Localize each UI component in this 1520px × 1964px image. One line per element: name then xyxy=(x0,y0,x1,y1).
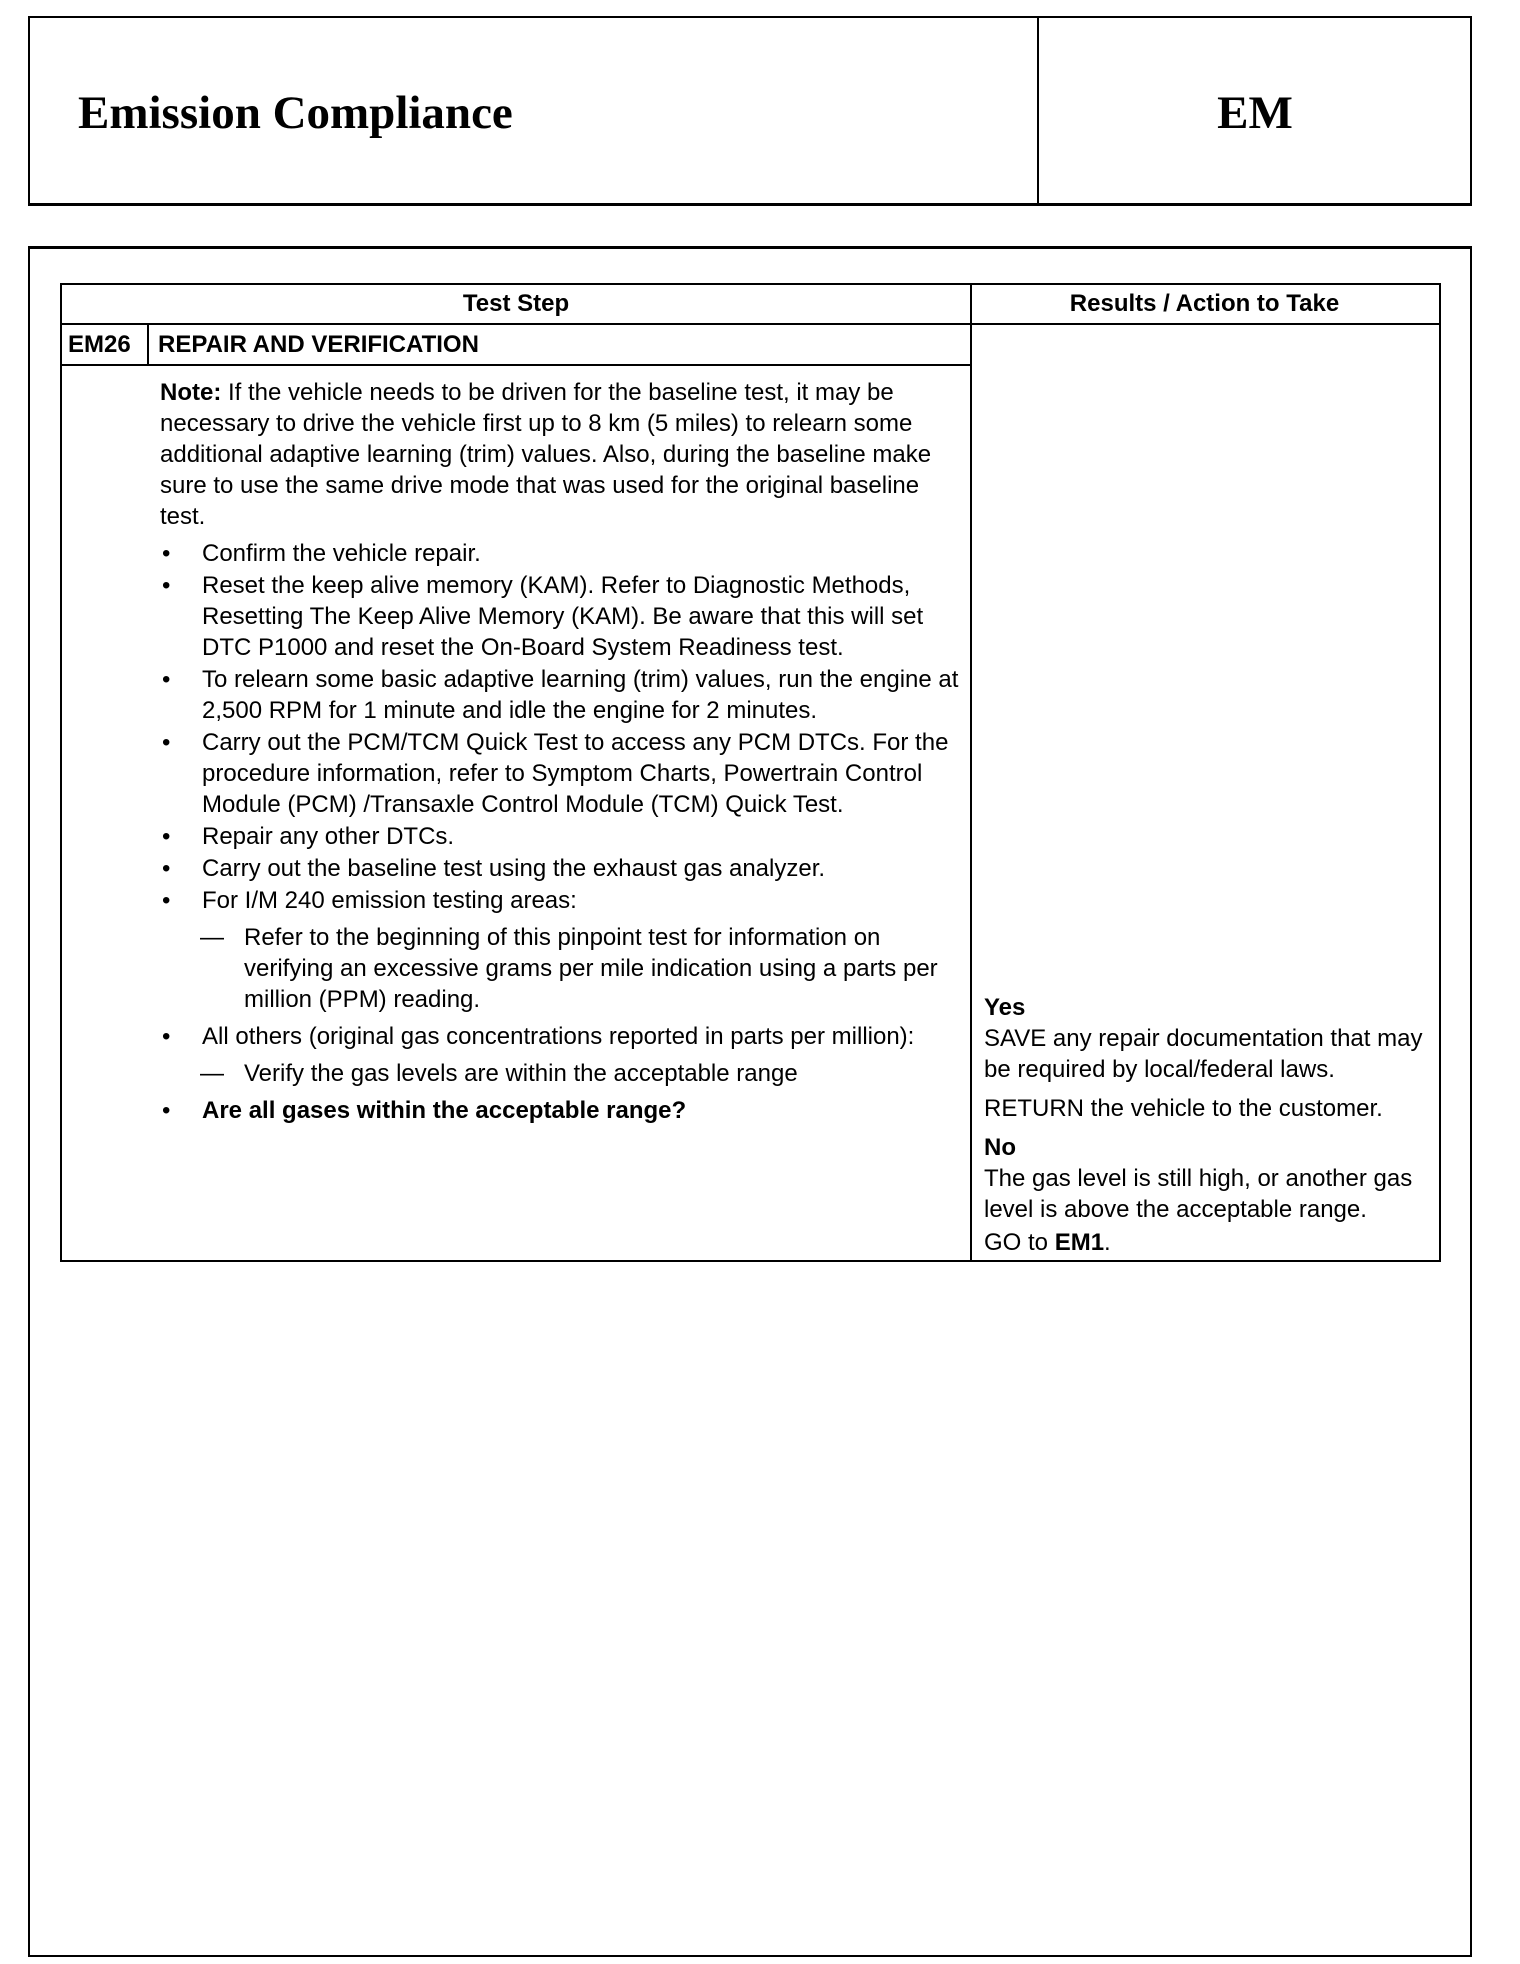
bullet-icon: • xyxy=(162,823,171,850)
list-item-text: To relearn some basic adaptive learning (trim) values, run the engine at 2,500 RPM for 1 minute and idle the engine for 2 minutes. xyxy=(202,666,959,724)
list-item xyxy=(160,885,960,916)
dash-icon: — xyxy=(200,924,224,951)
list-item xyxy=(160,664,960,726)
bullet-icon: • xyxy=(162,572,171,599)
bullet-icon: • xyxy=(162,887,171,914)
column-divider xyxy=(970,285,972,1260)
test-step-table xyxy=(60,283,1441,1262)
page-header xyxy=(28,16,1472,206)
section-code: EM xyxy=(1217,87,1293,139)
step-id-divider xyxy=(147,325,149,364)
yes-action-1: SAVE any repair documentation that may be required by local/federal laws. xyxy=(984,1025,1423,1083)
step-title-row xyxy=(62,325,970,366)
list-item xyxy=(160,1021,960,1052)
test-step-body xyxy=(160,377,960,1127)
bullet-icon: • xyxy=(162,666,171,693)
bullet-icon: • xyxy=(162,540,171,567)
list-item-text: Confirm the vehicle repair. xyxy=(202,540,481,567)
bullet-icon: • xyxy=(162,729,171,756)
bullet-icon: • xyxy=(162,1023,171,1050)
goto-suffix: . xyxy=(1104,1229,1111,1256)
list-item xyxy=(160,538,960,569)
column-header-test-step: Test Step xyxy=(62,285,970,325)
bullet-icon: • xyxy=(162,1097,171,1124)
no-label: No xyxy=(984,1134,1016,1161)
list-item-text: Carry out the PCM/TCM Quick Test to access any PCM DTCs. For the procedure information, refer to Symptom Charts, Powertrain Control Module (PCM) /Transaxle Control Module (TCM) Quick Test. xyxy=(202,729,949,818)
list-item xyxy=(160,853,960,884)
step-name: REPAIR AND VERIFICATION xyxy=(158,331,479,358)
sub-item-text: Refer to the beginning of this pinpoint test for information on verifying an excessive grams per mile indication using a parts per million (PPM) reading. xyxy=(244,924,938,1013)
note xyxy=(160,377,960,532)
sub-item-text: Verify the gas levels are within the acceptable range xyxy=(244,1060,798,1087)
list-item xyxy=(160,570,960,663)
bullet-icon: • xyxy=(162,855,171,882)
results-cell xyxy=(984,992,1424,1258)
list-item-text: For I/M 240 emission testing areas: xyxy=(202,887,577,914)
question-text: Are all gases within the acceptable range? xyxy=(202,1097,687,1124)
sub-item xyxy=(160,922,960,1015)
list-item-text: Carry out the baseline test using the exhaust gas analyzer. xyxy=(202,855,826,882)
page-title: Emission Compliance xyxy=(78,87,513,139)
list-item xyxy=(160,821,960,852)
no-condition: The gas level is still high, or another gas level is above the acceptable range. xyxy=(984,1165,1413,1223)
goto-prefix: GO to xyxy=(984,1229,1055,1256)
goto-instruction xyxy=(984,1227,1424,1258)
note-text: If the vehicle needs to be driven for the baseline test, it may be necessary to drive the vehicle first up to 8 km (5 miles) to relearn some additional adaptive learning (trim) values. Also, during the baseline make sure to use the same drive mode that was used for the original baseline test. xyxy=(160,379,932,530)
yes-label: Yes xyxy=(984,994,1026,1021)
list-item xyxy=(160,727,960,820)
list-item-text: Repair any other DTCs. xyxy=(202,823,455,850)
list-item-text: All others (original gas concentrations reported in parts per million): xyxy=(202,1023,915,1050)
note-label: Note: xyxy=(160,379,222,406)
step-id: EM26 xyxy=(68,331,131,358)
column-header-results: Results / Action to Take xyxy=(970,285,1439,325)
yes-action-2: RETURN the vehicle to the customer. xyxy=(984,1095,1383,1122)
dash-icon: — xyxy=(200,1060,224,1087)
list-item-text: Reset the keep alive memory (KAM). Refer to Diagnostic Methods, Resetting The Keep Alive Memory (KAM). Be aware that this will set DTC P1000 and reset the On-Board System Readiness test. xyxy=(202,572,924,661)
list-item-question xyxy=(160,1095,960,1126)
goto-link[interactable]: EM1 xyxy=(1054,1229,1105,1256)
sub-item xyxy=(160,1058,960,1089)
header-divider xyxy=(1037,18,1039,203)
